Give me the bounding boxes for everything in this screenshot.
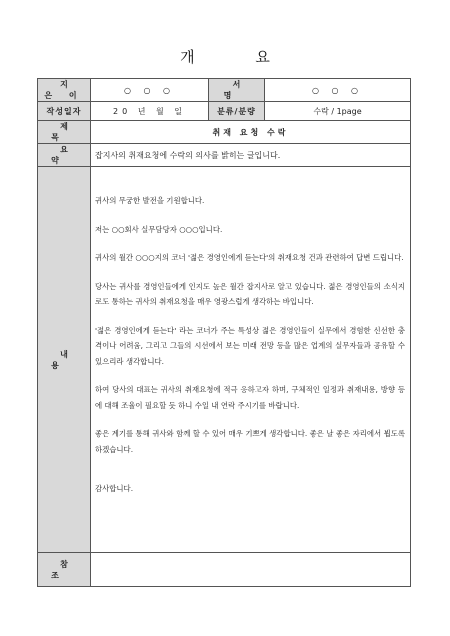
category-label: 분류/분량 [209,102,265,121]
summary-label: 요 약 [38,144,91,167]
summary-form-table [37,78,411,587]
subject-row [38,121,411,144]
document-title: 개 요 [180,48,298,66]
reference-label: 참 조 [38,553,91,587]
content-row [38,167,411,553]
date-value[interactable]: 20 년 월 일 [91,102,209,121]
author-label: 지 은 이 [38,79,91,102]
subject-label: 제 목 [38,121,91,144]
category-value[interactable]: 수락 / 1page [265,102,411,121]
content-paragraph: 귀사의 월간 ○○○지의 코너 '젊은 경영인에게 듣는다'의 취재요청 건과 관련하여 답변 드립니다. [95,253,404,262]
reference-value[interactable] [91,553,411,587]
content-paragraph: 귀사의 무궁한 발전을 기원합니다. [95,196,205,205]
summary-row [38,144,411,167]
content-paragraph: '젊은 경영인에게 듣는다' 라는 코너가 주는 특성상 젊은 경영인들이 실무에서 경험한 신선한 충격이나 어려움, 그리고 그들의 시선에서 보는 미래 전망 등을 많은 업계의 실무자들과 공유할 수 있으리라 생각합니다. [95,325,405,366]
author-row [38,79,411,102]
date-row [38,102,411,121]
content-paragraph: 하여 당사의 대표는 귀사의 취재요청에 적극 응하고자 하며, 구체적인 일정과 취재내용, 방향 등에 대해 조율이 필요할 듯 하니 수일 내 연락 주시기를 바랍니다. [95,385,405,410]
author-value[interactable]: ○ ○ ○ [91,79,209,102]
content-paragraph: 좋은 계기를 통해 귀사와 함께 할 수 있어 매우 기쁘게 생각합니다. 좋은 날 좋은 자리에서 뵙도록 하겠습니다. [95,429,405,454]
content-body[interactable] [91,167,411,553]
subject-value[interactable]: 취재 요청 수락 [91,121,411,144]
summary-value[interactable]: 잡지사의 취재요청에 수락의 의사를 밝히는 글입니다. [91,144,411,167]
content-paragraph: 저는 ○○회사 실무담당자 ○○○입니다. [95,224,223,234]
content-closing: 감사합니다. [95,484,134,493]
content-paragraph: 당사는 귀사를 경영인들에게 인지도 높은 월간 잡지사로 알고 있습니다. 젊은 경영인들의 소식지로도 통하는 귀사의 취재요청을 매우 영광스럽게 생각하는 바입니다. [95,281,405,306]
signature-label: 서 명 [209,79,265,102]
reference-row [38,553,411,587]
date-label: 작성일자 [38,102,91,121]
content-label: 내 용 [38,167,91,553]
signature-value[interactable]: ○ ○ ○ [265,79,411,102]
